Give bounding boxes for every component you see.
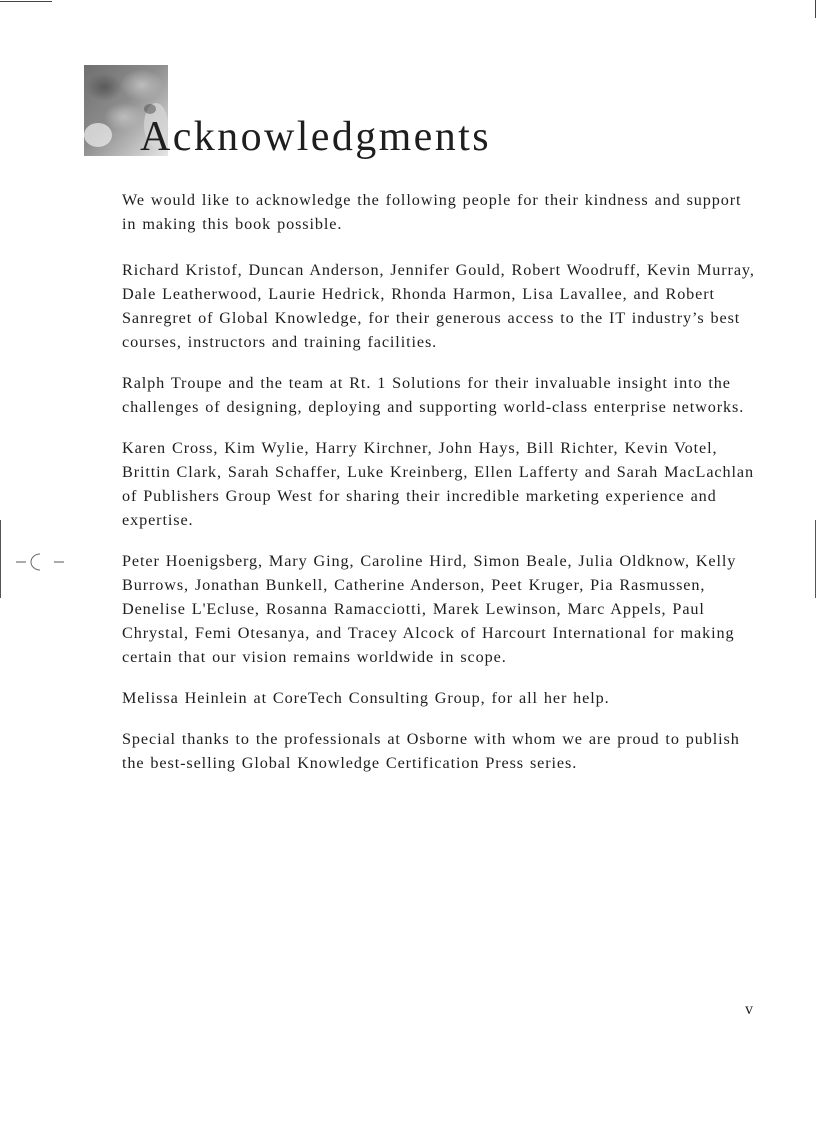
paragraph-harcourt-international: Peter Hoenigsberg, Mary Ging, Caroline Hird, Simon Beale, Julia Oldknow, Kelly Burrows, Jonathan Bunkell, Catherine Anderson, Peet Kruger, Pia Rasmussen, Denelise L'Ecluse, Rosanna Ramacciotti, Marek Lewinson, Marc Appels, Paul Chrystal, Femi Otesanya, and Tracey Alcock of Harcourt International for making certain that our vision remains worldwide in scope. — [122, 552, 737, 666]
page-title: Acknowledgments — [140, 114, 491, 160]
paragraph-intro: We would like to acknowledge the following people for their kindness and support in making this book possible. — [122, 191, 742, 233]
page-number: v — [745, 1001, 753, 1018]
top-crop-rule — [0, 1, 52, 2]
paragraph-global-knowledge: Richard Kristof, Duncan Anderson, Jennifer Gould, Robert Woodruff, Kevin Murray, Dale Leatherwood, Laurie Hedrick, Rhonda Harmon, Lisa Lavallee, and Robert Sanregret of Global Knowledge, for their generous access to the IT industry’s best courses, instructors and training facilities. — [122, 261, 755, 351]
paragraph-coretech: Melissa Heinlein at CoreTech Consulting Group, for all her help. — [122, 689, 610, 707]
left-crop-mark — [0, 520, 1, 598]
registration-mark-icon — [16, 550, 64, 574]
acknowledgments-body — [122, 188, 758, 792]
paragraph-osborne: Special thanks to the professionals at Osborne with whom we are proud to publish the best-selling Global Knowledge Certification Press series. — [122, 730, 740, 772]
paragraph-publishers-group-west: Karen Cross, Kim Wylie, Harry Kirchner, John Hays, Bill Richter, Kevin Votel, Brittin Clark, Sarah Schaffer, Luke Kreinberg, Ellen Lafferty and Sarah MacLachlan of Publishers Group West for sharing their incredible marketing experience and expertise. — [122, 439, 754, 529]
paragraph-rt1-solutions: Ralph Troupe and the team at Rt. 1 Solutions for their invaluable insight into the challenges of designing, deploying and supporting world-class enterprise networks. — [122, 374, 745, 416]
